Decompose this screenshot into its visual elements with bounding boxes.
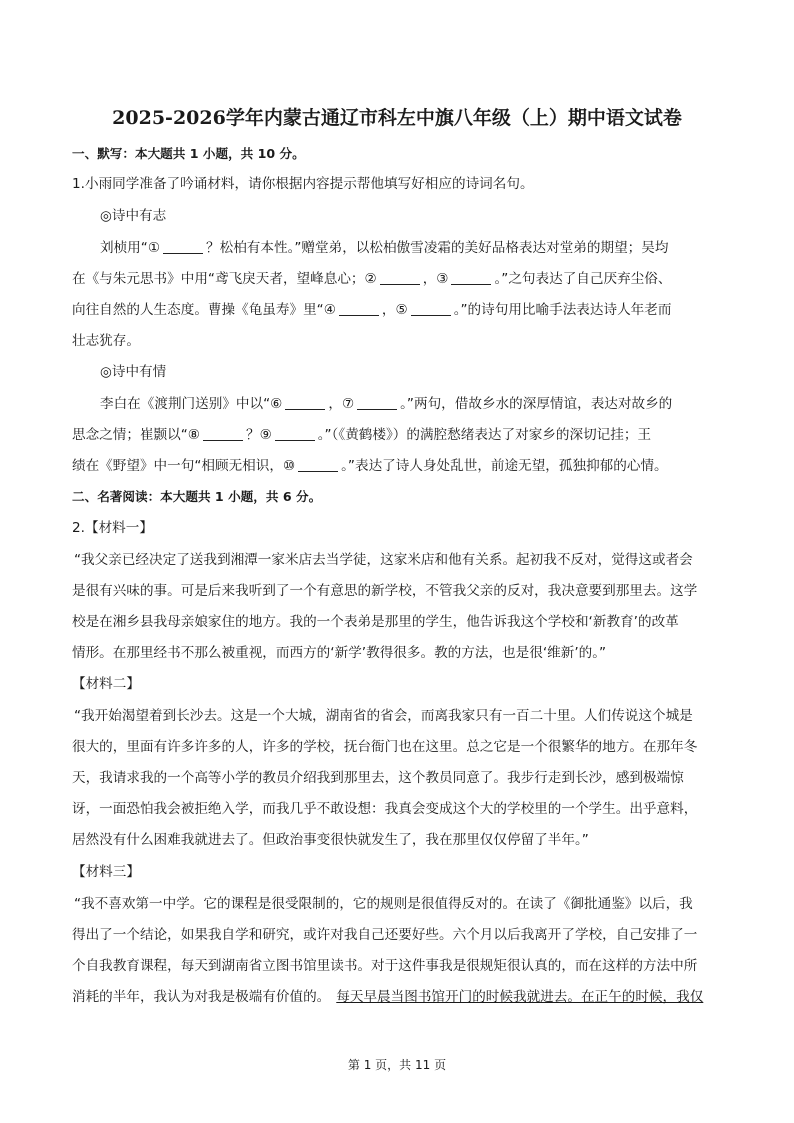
paragraph-line: 是很有兴味的事。可是后来我听到了一个有意思的新学校，不管我父亲的反对，我决意要到那里去。这学: [72, 583, 698, 599]
paragraph-line: 讶，一面恐怕我会被拒绝入学，而我几乎不敢设想：我真会变成这个大的学校里的一个学生。出乎意料，: [72, 801, 698, 817]
paragraph-line: 思念之情；崔颢以“⑧ ？⑨ 。”（《黄鹤楼》）的满腔愁绪表达了对家乡的深切记挂；王: [72, 427, 652, 443]
paragraph-line: 情形。在那里经书不那么被重视，而西方的‘新学’教得很多。教的方法，也是很‘维新’的。”: [72, 645, 607, 661]
blank-5[interactable]: [411, 301, 451, 316]
underlined-sentence: 每天早晨当图书馆开门的时候我就进去。在正午的时候，我仅: [336, 989, 704, 1005]
blank-8[interactable]: [203, 426, 243, 441]
paragraph-line: 刘桢用“① ？松柏有本性。”赠堂弟，以松柏傲雪凌霜的美好品格表达对堂弟的期望；吴均: [100, 240, 669, 256]
page-title: 2025-2026学年内蒙古通辽市科左中旗八年级（上）期中语文试卷: [112, 107, 682, 129]
question-1-intro: 1.小雨同学准备了吟诵材料，请你根据内容提示帮他填写好相应的诗词名句。: [72, 176, 534, 192]
paragraph-line: 天，我请求我的一个高等小学的教员介绍我到那里去，这个教员同意了。我步行走到长沙，感到极端惊: [72, 770, 684, 786]
blank-6[interactable]: [285, 395, 325, 410]
blank-1[interactable]: [163, 239, 203, 254]
section-label: 二、名著阅读：: [72, 489, 161, 504]
paragraph-line: “我开始渴望着到长沙去。这是一个大城，湖南省的省会，而离我家只有一百二十里。人们传说这个城是: [74, 708, 693, 724]
paragraph-line: 壮志犹存。: [72, 333, 140, 349]
section-heading-2: [72, 487, 321, 507]
paragraph-line: 得出了一个结论，如果我自学和研究，或许对我自己还要好些。六个月以后我离开了学校，自己安排了一: [72, 927, 698, 943]
blank-7[interactable]: [357, 395, 397, 410]
blank-10[interactable]: [298, 457, 338, 472]
subheading-poem-ambition: ◎诗中有志: [100, 208, 167, 224]
paragraph-line: 在《与朱元思书》中用“鸢飞戾天者，望峰息心；② ，③ 。”之句表达了自己厌弃尘俗、: [72, 271, 672, 287]
material-1-label: 2.【材料一】: [72, 520, 153, 536]
subheading-poem-emotion: ◎诗中有情: [100, 364, 167, 380]
material-2-label: 【材料二】: [72, 676, 140, 692]
paragraph-line: 李白在《渡荆门送别》中以“⑥ ，⑦ 。”两句，借故乡水的深厚情谊，表达对故乡的: [100, 396, 673, 412]
section-heading-1: [72, 144, 305, 164]
section-label: 一、默写：: [72, 146, 135, 161]
paragraph-line: 绩在《野望》中一句“相顾无相识，⑩ 。”表达了诗人身处乱世，前途无望，孤独抑郁的心情。: [72, 458, 668, 474]
paragraph-line: 居然没有什么困难我就进去了。但政治事变很快就发生了，我在那里仅仅停留了半年。”: [72, 832, 589, 848]
material-3-label: 【材料三】: [72, 864, 140, 880]
page-footer: 第 1 页，共 11 页: [347, 1058, 447, 1072]
blank-2[interactable]: [380, 270, 420, 285]
blank-4[interactable]: [339, 301, 379, 316]
paragraph-line: 消耗的半年，我认为对我是极端有价值的。 每天早晨当图书馆开门的时候我就进去。在正午的时候，我仅: [72, 989, 704, 1005]
paragraph-line: 校是在湘乡县我母亲娘家住的地方。我的一个表弟是那里的学生，他告诉我这个学校和‘新教育’的改革: [72, 614, 679, 630]
section-desc: 本大题共 1 小题，共 10 分。: [134, 146, 305, 161]
section-desc: 本大题共 1 小题，共 6 分。: [160, 489, 322, 504]
blank-9[interactable]: [275, 426, 315, 441]
paragraph-line: 个自我教育课程，每天到湖南省立图书馆里读书。对于这件事我是很规矩很认真的，而在这样的方法中所: [72, 958, 698, 974]
blank-3[interactable]: [451, 270, 491, 285]
paragraph-line: 很大的，里面有许多许多的人，许多的学校，抚台衙门也在这里。总之它是一个很繁华的地方。在那年冬: [72, 739, 698, 755]
paragraph-line: 向往自然的人生态度。曹操《龟虽寿》里“④ ，⑤ 。”的诗句用比喻手法表达诗人年老而: [72, 302, 672, 318]
paragraph-line: “我不喜欢第一中学。它的课程是很受限制的，它的规则是很值得反对的。在读了《御批通鉴》以后，我: [74, 896, 693, 912]
paragraph-line: “我父亲已经决定了送我到湘潭一家米店去当学徒，这家米店和他有关系。起初我不反对，觉得这或者会: [74, 552, 693, 568]
